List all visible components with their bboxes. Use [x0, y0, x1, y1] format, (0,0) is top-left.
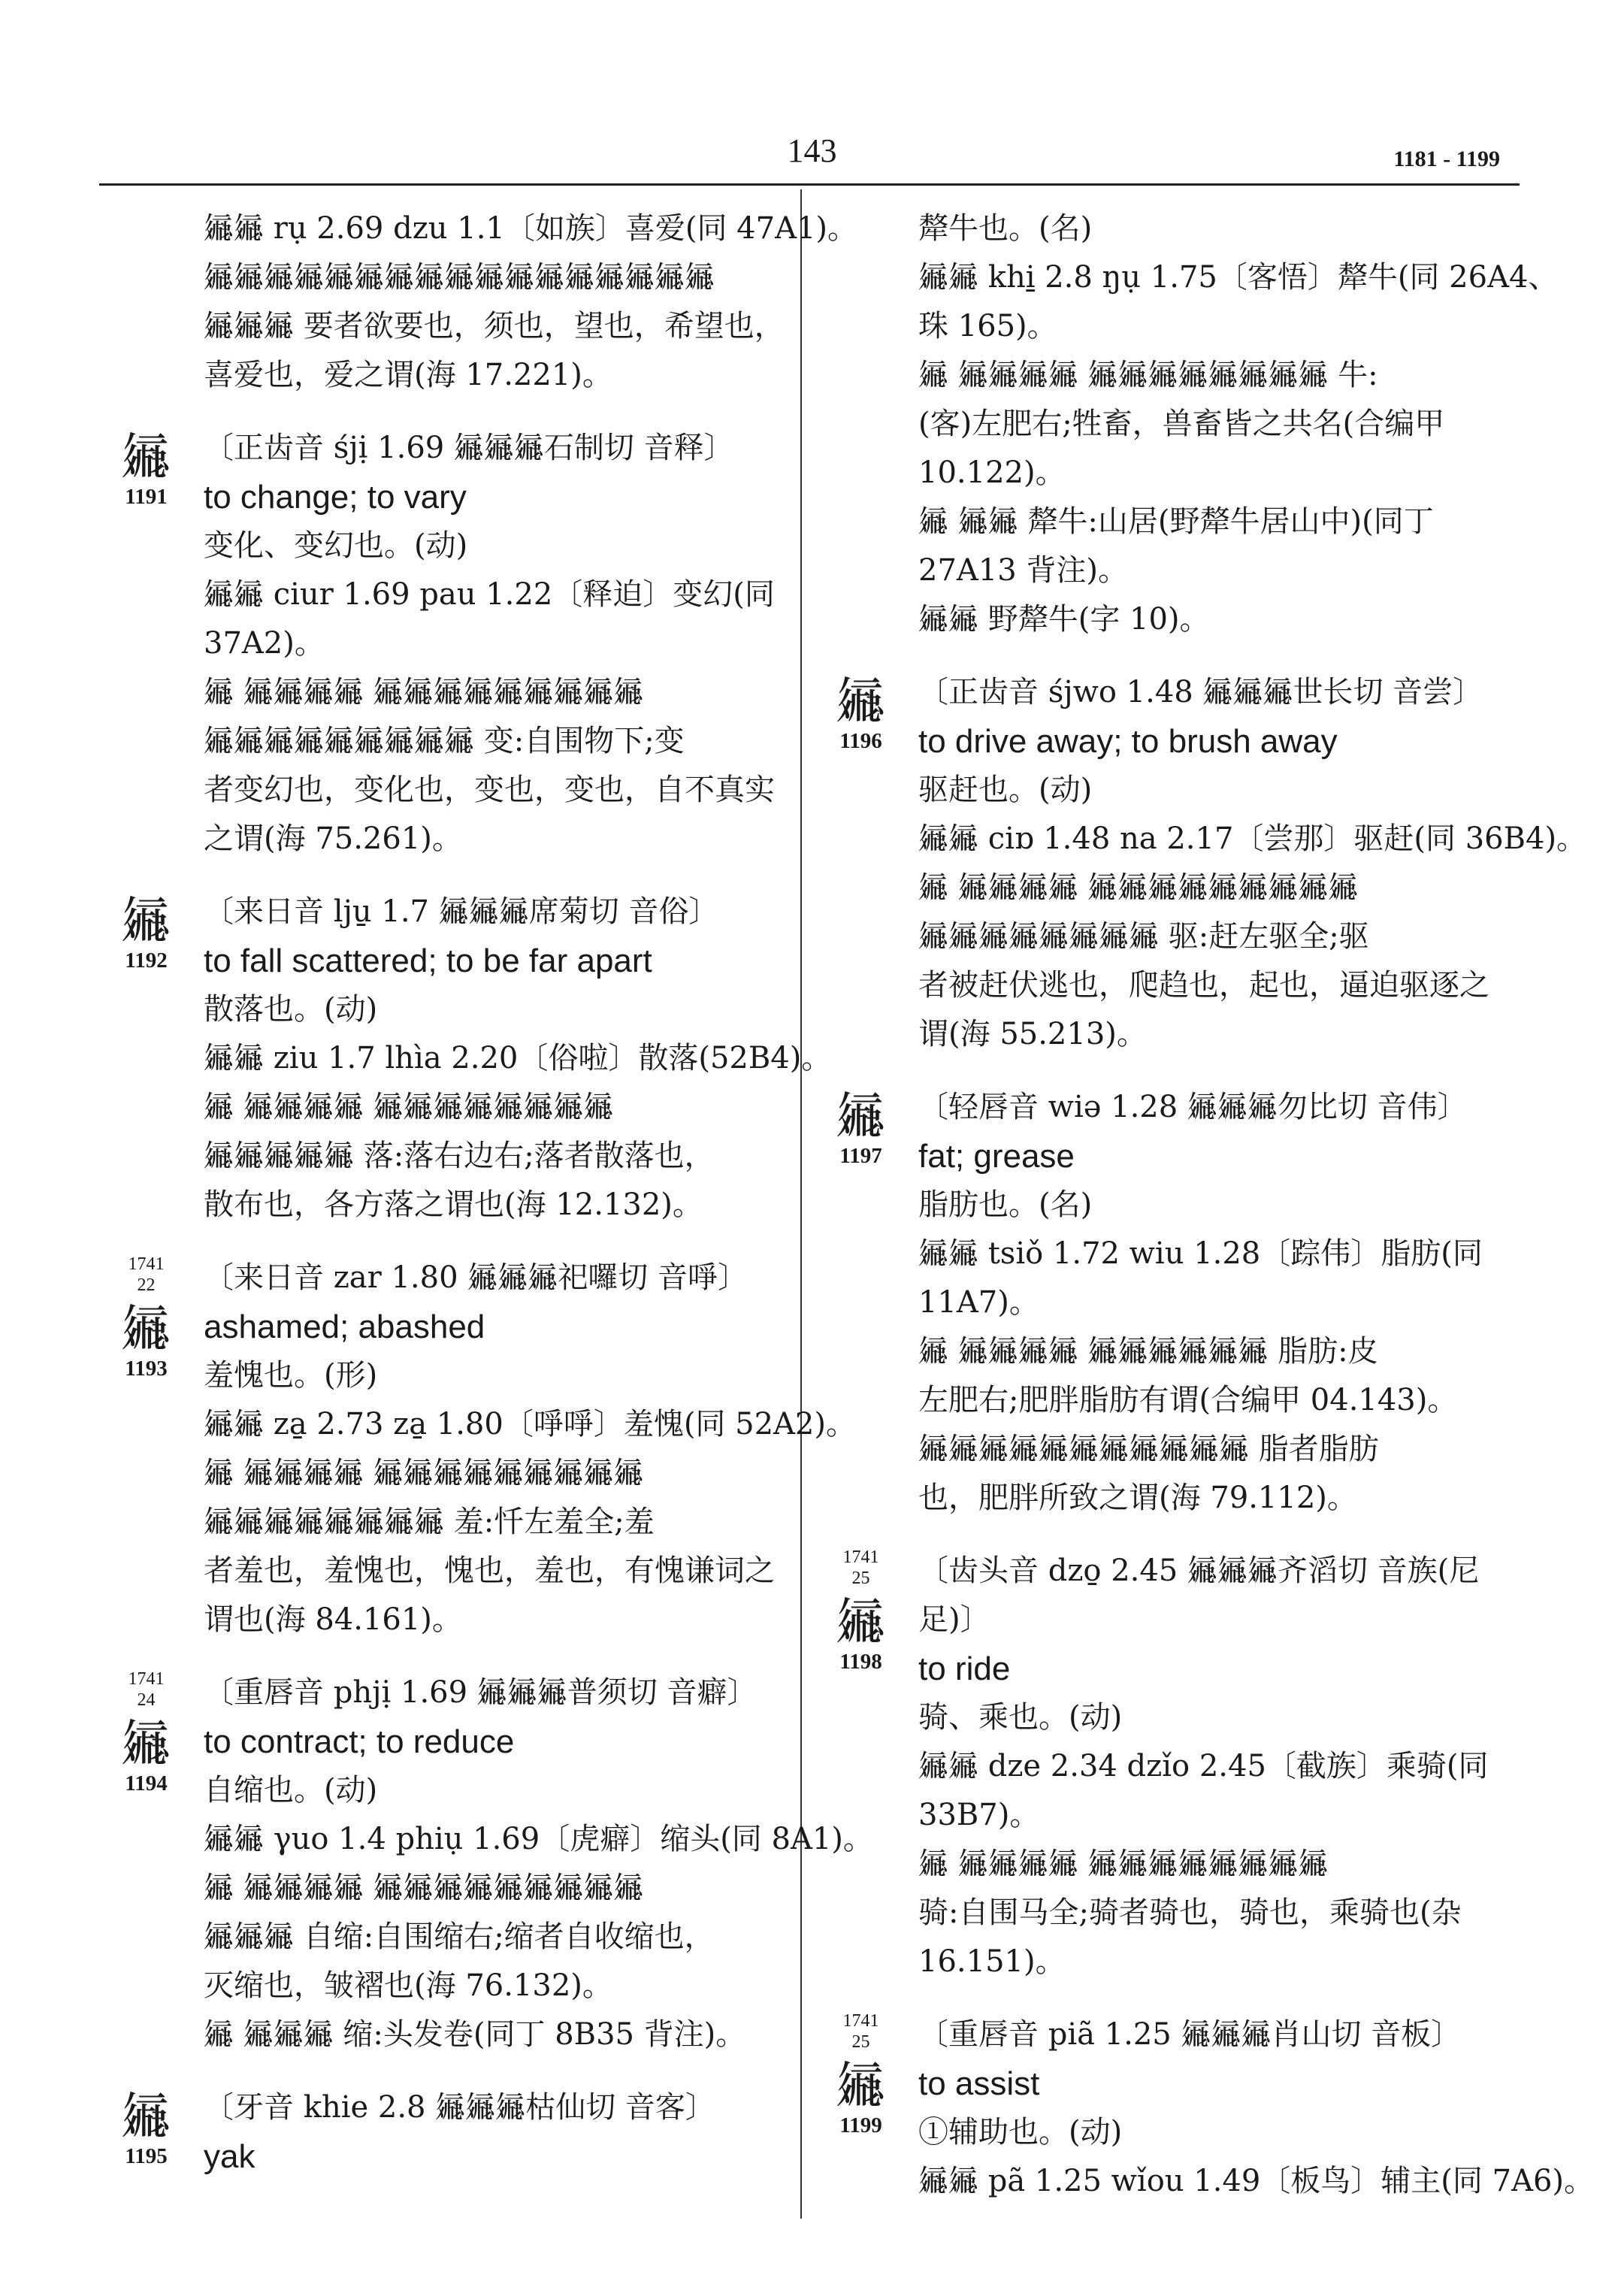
entry-line: 𗩾𗩾 pã 1.25 wǐou 1.49〔板鸟〕辅主(同 7A6)。: [918, 2164, 1595, 2198]
entry-number: 1191: [125, 485, 168, 509]
entry-line: 𗩾𗩾𗩾𗩾𗩾𗩾𗩾𗩾𗩾 变:自围物下;变: [204, 724, 685, 758]
english-gloss: ashamed; abashed: [204, 1308, 485, 1345]
entry-line: 𗩾 𗩾𗩾𗩾 缩:头发卷(同丁 8B35 背注)。: [204, 2017, 746, 2052]
continuation-line: 𗩾𗩾𗩾 要者欲要也，须也，望也，希望也，: [204, 309, 785, 343]
continuation-line: 𗩾 𗩾𗩾 犛牛:山居(野犛牛居山中)(同丁: [918, 504, 1434, 539]
headword-glyph: 𗩾: [121, 1714, 171, 1772]
entry-line: 𗩾𗩾 ciɒ 1.48 na 2.17〔尝那〕驱赶(同 36B4)。: [918, 821, 1587, 856]
entry-line: 脂肪也。(名): [918, 1187, 1093, 1222]
entry-line: ①辅助也。(动): [918, 2115, 1123, 2149]
entry-line: 𗩾 𗩾𗩾𗩾𗩾 𗩾𗩾𗩾𗩾𗩾𗩾𗩾𗩾: [918, 1847, 1329, 1881]
continuation-line: (客)左肥右;牲畜，兽畜皆之共名(合编甲: [918, 407, 1445, 441]
entry-margin: [99, 2083, 193, 2169]
entry-line: 者被赶伏逃也，爬趋也，起也，逼迫驱逐之: [918, 968, 1489, 1003]
entry-number: 1199: [839, 2113, 882, 2137]
entry-line: 灭缩也，皱褶也(海 76.132)。: [204, 1968, 612, 2003]
entry-line: 者变幻也，变化也，变也，变也，自不真实: [204, 773, 775, 807]
page-number: 143: [787, 132, 837, 169]
english-gloss: to ride: [918, 1650, 1011, 1687]
entry-line: 𗩾𗩾𗩾𗩾𗩾 落:落右边右;落者散落也，: [204, 1139, 715, 1173]
entry-line: 37A2)。: [204, 626, 325, 661]
continuation-line: 𗩾𗩾 野犛牛(字 10)。: [918, 602, 1210, 637]
entry-line: 𗩾𗩾 za̱ 2.73 za̱ 1.80〔𠲜𠲜〕羞愧(同 52A2)。: [204, 1407, 856, 1442]
dictionary-entry: [121, 888, 832, 1230]
entry-number: 1198: [839, 1650, 882, 1674]
entry-line: 之谓(海 75.261)。: [204, 821, 462, 856]
entry-line: 𗩾𗩾𗩾𗩾𗩾𗩾𗩾𗩾𗩾𗩾𗩾 脂者脂肪: [918, 1432, 1379, 1466]
entry-line: 〔轻唇音 wiə 1.28 𗩾𗩾𗩾勿比切 音伟〕: [918, 1090, 1468, 1124]
english-gloss: to drive away; to brush away: [918, 723, 1338, 760]
entry-line: 〔来日音 zar 1.80 𗩾𗩾𗩾祀囉切 音𠲜〕: [204, 1260, 748, 1295]
entry-line: 谓也(海 84.161)。: [204, 1602, 462, 1637]
entry-line: 也，肥胖所致之谓(海 79.112)。: [918, 1481, 1357, 1515]
entry-number: 1196: [839, 729, 882, 753]
entry-number: 1192: [125, 948, 168, 973]
continuation-line: 𗩾𗩾𗩾𗩾𗩾𗩾𗩾𗩾𗩾𗩾𗩾𗩾𗩾𗩾𗩾𗩾𗩾: [204, 260, 715, 295]
entry-line: 𗩾 𗩾𗩾𗩾𗩾 𗩾𗩾𗩾𗩾𗩾𗩾𗩾𗩾𗩾: [204, 675, 644, 709]
entry-line: 𗩾 𗩾𗩾𗩾𗩾 𗩾𗩾𗩾𗩾𗩾𗩾𗩾𗩾𗩾: [918, 870, 1359, 905]
entry-line: 〔来日音 lju̱ 1.7 𗩾𗩾𗩾席菊切 音俗〕: [204, 894, 719, 929]
headword-glyph: 𗩾: [836, 672, 886, 730]
entry-line: 33B7)。: [918, 1798, 1040, 1832]
dictionary-entry: [836, 1083, 1520, 1523]
entry-line: 〔重唇音 piã 1.25 𗩾𗩾𗩾肖山切 音板〕: [918, 2017, 1462, 2052]
entry-line: 𗩾𗩾𗩾 自缩:自围缩右;缩者自收缩也，: [204, 1920, 715, 1954]
entry-margin: [814, 1083, 908, 1169]
entry-line: 变化、变幻也。(动): [204, 528, 468, 563]
entry-line: 𗩾𗩾𗩾𗩾𗩾𗩾𗩾𗩾 驱:赶左驱全;驱: [918, 919, 1369, 954]
entry-line: 〔牙音 khie 2.8 𗩾𗩾𗩾枯仙切 音客〕: [204, 2090, 715, 2125]
entry-line: 𗩾 𗩾𗩾𗩾𗩾 𗩾𗩾𗩾𗩾𗩾𗩾𗩾𗩾: [204, 1090, 614, 1124]
header-rule: [99, 183, 1520, 186]
entry-margin: [99, 888, 193, 973]
entry-margin: [814, 668, 908, 754]
entry-reference: 1741 25: [842, 2011, 879, 2052]
dictionary-entry: [836, 2010, 1595, 2206]
entry-line: 羞愧也。(形): [204, 1358, 378, 1393]
entry-line: 左肥右;肥胖脂肪有谓(合编甲 04.143)。: [918, 1383, 1458, 1417]
english-gloss: to change; to vary: [204, 479, 467, 516]
page-header: [0, 0, 1624, 195]
dictionary-entry: [121, 1254, 856, 1644]
continuation-line: 10.122)。: [918, 455, 1066, 490]
entry-line: 〔正齿音 śjị 1.69 𗩾𗩾𗩾石制切 音释〕: [204, 431, 734, 465]
entry-number: 1194: [125, 1771, 168, 1795]
english-gloss: fat; grease: [918, 1138, 1075, 1175]
entry-line: 𗩾𗩾 ciur 1.69 pau 1.22〔释迫〕变幻(同: [204, 577, 775, 612]
dictionary-entry: [836, 1547, 1520, 1986]
entry-number: 1193: [125, 1357, 168, 1381]
entry-number: 1197: [839, 1144, 882, 1168]
continuation-line: 𗩾𗩾 khi̱ 2.8 ŋụ 1.75〔客悟〕犛牛(同 26A4、: [918, 260, 1559, 295]
headword-glyph: 𗩾: [836, 1593, 886, 1650]
entry-line: 𗩾 𗩾𗩾𗩾𗩾 𗩾𗩾𗩾𗩾𗩾𗩾𗩾𗩾𗩾: [204, 1871, 644, 1905]
headword-glyph: 𗩾: [836, 2056, 886, 2114]
right-column: [814, 204, 1595, 2206]
continuation-line: 27A13 背注)。: [918, 553, 1129, 588]
entry-line: 足)〕: [918, 1602, 990, 1637]
entry-line: 〔正齿音 śjwo 1.48 𗩾𗩾𗩾世长切 音尝〕: [918, 675, 1483, 709]
entry-line: 散落也。(动): [204, 992, 378, 1027]
dictionary-entry: [121, 2083, 789, 2181]
entry-line: 11A7)。: [918, 1285, 1039, 1320]
entry-reference: 1741 22: [128, 1254, 165, 1295]
entry-line: 者羞也，羞愧也，愧也，羞也，有愧谦词之: [204, 1553, 775, 1588]
entry-margin: [99, 1254, 193, 1381]
headword-glyph: 𗩾: [121, 2087, 171, 2145]
entry-margin: [814, 1547, 908, 1674]
continuation-line: 𗩾 𗩾𗩾𗩾𗩾 𗩾𗩾𗩾𗩾𗩾𗩾𗩾𗩾 牛:: [918, 358, 1378, 392]
dictionary-entry: [836, 668, 1587, 1059]
continuation-line: 喜爱也，爱之谓(海 17.221)。: [204, 358, 612, 392]
headword-glyph: 𗩾: [836, 1087, 886, 1145]
entry-line: 谓(海 55.213)。: [918, 1017, 1147, 1051]
english-gloss: to fall scattered; to be far apart: [204, 942, 652, 979]
english-gloss: to assist: [918, 2065, 1040, 2102]
continuation-line: 𗩾𗩾 rụ 2.69 dzu 1.1〔如族〕喜爱(同 47A1)。: [204, 211, 858, 246]
entry-reference: 1741 24: [128, 1669, 165, 1710]
entry-line: 骑、乘也。(动): [918, 1700, 1123, 1735]
entry-reference: 1741 25: [842, 1547, 879, 1588]
english-gloss: to contract; to reduce: [204, 1723, 515, 1760]
entry-range: 1181 - 1199: [1393, 147, 1500, 171]
entry-margin: [99, 1668, 193, 1796]
entry-line: 骑:自围马全;骑者骑也，骑也，乘骑也(杂: [918, 1895, 1462, 1930]
entry-line: 𗩾𗩾 ziu 1.7 lhìa 2.20〔俗啦〕散落(52B4)。: [204, 1041, 832, 1075]
entry-line: 〔齿头音 dzo̱ 2.45 𗩾𗩾𗩾齐滔切 音族(尼: [918, 1553, 1480, 1588]
entry-line: 驱赶也。(动): [918, 773, 1093, 807]
headword-glyph: 𗩾: [121, 428, 171, 486]
entry-line: 〔重唇音 phjị 1.69 𗩾𗩾𗩾普须切 音癖〕: [204, 1675, 758, 1710]
headword-glyph: 𗩾: [121, 1299, 171, 1357]
entry-line: 散布也，各方落之谓也(海 12.132)。: [204, 1187, 703, 1222]
entry-number: 1195: [125, 2144, 168, 2168]
entry-line: 𗩾𗩾 γuo 1.4 phiụ 1.69〔虎癖〕缩头(同 8A1)。: [204, 1822, 873, 1856]
entry-line: 𗩾 𗩾𗩾𗩾𗩾 𗩾𗩾𗩾𗩾𗩾𗩾𗩾𗩾𗩾: [204, 1456, 644, 1490]
dictionary-entry: [121, 424, 789, 864]
entry-margin: [99, 424, 193, 510]
english-gloss: yak: [204, 2138, 256, 2175]
entry-line: 𗩾𗩾𗩾𗩾𗩾𗩾𗩾𗩾 羞:忏左羞全;羞: [204, 1505, 655, 1539]
entry-line: 𗩾𗩾 dze 2.34 dzǐo 2.45〔截族〕乘骑(同: [918, 1749, 1489, 1783]
entry-line: 𗩾𗩾 tsiǒ 1.72 wiu 1.28〔踪伟〕脂肪(同: [918, 1236, 1483, 1271]
continuation-line: 珠 165)。: [918, 309, 1057, 343]
column-divider: [800, 189, 802, 2219]
continuation-line: 犛牛也。(名): [918, 211, 1093, 246]
entry-line: 𗩾 𗩾𗩾𗩾𗩾 𗩾𗩾𗩾𗩾𗩾𗩾 脂肪:皮: [918, 1334, 1378, 1369]
entry-line: 自缩也。(动): [204, 1773, 378, 1808]
headword-glyph: 𗩾: [121, 891, 171, 949]
entry-line: 16.151)。: [918, 1944, 1066, 1979]
entry-margin: [814, 2010, 908, 2138]
